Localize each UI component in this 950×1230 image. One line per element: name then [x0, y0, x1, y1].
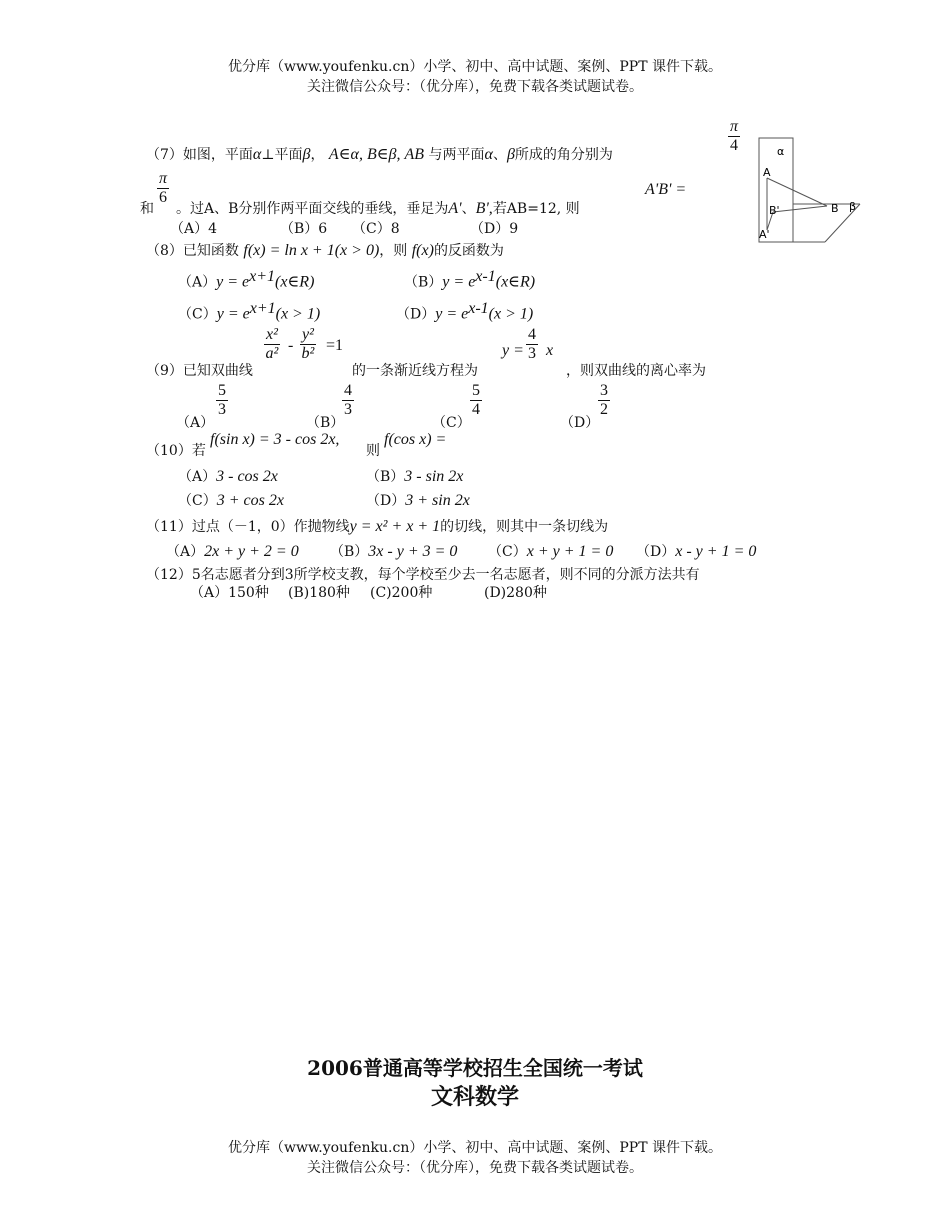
q7-alpha: α [252, 146, 262, 163]
q11-option-c-label: （C） [488, 544, 527, 560]
q12-option-a: （A）150种 [190, 585, 269, 601]
segment-bprime-b [773, 206, 827, 212]
q7-number: （7）如图，平面 [146, 147, 253, 163]
q9-option-a-den: 3 [218, 401, 226, 418]
q9-option-d-label: （D） [560, 415, 600, 431]
q9-frac-x2-a2 [264, 326, 280, 363]
q9-option-c-label: （C） [432, 415, 471, 431]
q10-stem-1: （10）若 [146, 443, 206, 459]
q7-beta-2: β [506, 146, 515, 163]
q9-x: x [546, 342, 554, 359]
footer-line-2: 关注微信公众号：（优分库），免费下载各类试题试卷。 [307, 1160, 643, 1176]
q8-option-d-label: （D） [396, 306, 436, 323]
q11-option-c [488, 541, 613, 561]
q7-text-2: 所成的角分别为 [514, 147, 613, 163]
q7-expression: A'B' = [645, 181, 687, 198]
q10-option-b-label: （B） [366, 469, 405, 485]
q7-fraction-pi-4 [728, 118, 740, 155]
q9-option-a-frac [216, 382, 228, 419]
q11-stem-2: 的切线，则其中一条切线为 [440, 519, 609, 535]
q7-frac1-den: 4 [730, 137, 738, 154]
q7-line-1 [146, 144, 613, 164]
q8-option-a-cond: (x∈R) [275, 273, 315, 291]
fig-label-alpha: α [777, 145, 785, 158]
q7-text-1: 与两平面 [428, 147, 485, 163]
q11-option-c-expr: x + y + 1 = 0 [526, 543, 614, 560]
q9-frac2-num: y² [302, 326, 314, 343]
q7-condition: A∈α, B∈β, AB [328, 146, 425, 163]
q9-frac-y2-b2 [300, 326, 316, 363]
q11-option-b-expr: 3x - y + 3 = 0 [368, 543, 458, 560]
q9-eq: =1 [326, 337, 344, 354]
q9-option-d-den: 2 [600, 401, 608, 418]
q10-option-d-label: （D） [366, 493, 406, 509]
q8-stem-3: 的反函数为 [433, 243, 504, 259]
header-line-1: 优分库（www.youfenku.cn）小学、初中、高中试题、案例、PPT 课件下载。 [227, 59, 722, 75]
q7-line-2 [176, 198, 580, 218]
q9-option-b-frac [342, 382, 354, 419]
q11-parabola: y = x² + x + 1 [349, 518, 441, 535]
q7-fraction-pi-6 [157, 170, 169, 207]
q10-option-d-expr: 3 + sin 2x [405, 492, 470, 509]
q7-option-d: （D）9 [470, 221, 519, 237]
q9-stem-3: ，则双曲线的离心率为 [566, 363, 706, 379]
q11-option-a-label: （A） [166, 544, 205, 560]
q7-sep: 、 [492, 147, 507, 163]
q8-stem-2: ，则 [379, 243, 408, 259]
q12-option-c: (C)200种 [370, 585, 433, 601]
q9-y: y = [502, 342, 524, 359]
q7-frac2-den: 6 [159, 189, 167, 206]
q8-option-d-base: y = e [435, 305, 469, 323]
fig-label-a-prime: A' [759, 228, 770, 241]
q8-option-c-base: y = e [216, 305, 250, 323]
q10-stem-2: 则 [366, 443, 380, 459]
q9-option-d-num: 3 [600, 382, 608, 399]
q8-option-c-cond: (x > 1) [275, 305, 321, 323]
q11-stem [146, 516, 608, 536]
q9-option-d-frac [598, 382, 610, 419]
q8-option-d-cond: (x > 1) [488, 305, 534, 323]
q7-figure [745, 130, 865, 246]
q8-option-a-label: （A） [178, 274, 217, 291]
q9-frac3-den: 3 [528, 345, 536, 362]
q9-frac3-num: 4 [528, 326, 536, 343]
q7-option-a: （A）4 [170, 221, 218, 237]
q8-option-c-label: （C） [178, 306, 217, 323]
q11-option-b-label: （B） [330, 544, 369, 560]
q10-option-b [366, 466, 463, 486]
q10-condition: f(sin x) = 3 - cos 2x, [210, 431, 340, 448]
q8-option-b-base: y = e [442, 273, 476, 291]
q12-stem: （12）5名志愿者分到3所学校支教，每个学校至少去一名志愿者，则不同的分派方法共有 [146, 567, 700, 583]
q9-minus: - [288, 337, 294, 354]
q9-frac1-num: x² [266, 326, 278, 343]
q7-b-prime: B', [475, 200, 493, 217]
q8-option-a-base: y = e [216, 273, 250, 291]
q10-option-c-label: （C） [178, 493, 217, 509]
q9-option-b-den: 3 [344, 401, 352, 418]
q11-option-a-expr: 2x + y + 2 = 0 [204, 543, 299, 560]
q9-option-c-num: 5 [472, 382, 480, 399]
q8-stem-1: （8）已知函数 [146, 243, 239, 259]
q8-option-b-exp: x-1 [475, 268, 496, 285]
fig-label-b: B [831, 202, 839, 215]
q10-option-d [366, 490, 470, 510]
q7-alpha-2: α [484, 146, 493, 163]
q8-option-a-exp: x+1 [249, 268, 276, 285]
q9-frac2-den: b² [301, 345, 315, 362]
q9-stem-1: （9）已知双曲线 [146, 363, 253, 379]
q11-option-b [330, 541, 457, 561]
q8-option-d-exp: x-1 [468, 300, 489, 317]
q10-option-c-expr: 3 + cos 2x [216, 492, 284, 509]
fig-label-a: A [763, 166, 771, 179]
q7-and: 和 [140, 201, 154, 217]
q9-option-c-frac [470, 382, 482, 419]
q8-option-d [396, 300, 533, 324]
q9-frac1-den: a² [265, 345, 279, 362]
q7-option-b: （B）6 [280, 221, 328, 237]
q10-option-a-expr: 3 - cos 2x [216, 468, 278, 485]
q8-option-c-exp: x+1 [249, 300, 276, 317]
q7-sep-2: 、 [461, 201, 476, 217]
q11-option-d-label: （D） [636, 544, 676, 560]
q10-option-c [178, 490, 284, 510]
q8-stem [146, 240, 504, 260]
segment-ab [767, 178, 827, 206]
q8-option-b-label: （B） [404, 274, 443, 291]
q11-option-d [636, 541, 756, 561]
q7-comma: ， [310, 147, 325, 163]
q8-option-b [404, 268, 535, 292]
q10-option-a [178, 466, 278, 486]
q9-option-a-label: （A） [176, 415, 215, 431]
q9-option-c-den: 4 [472, 401, 480, 418]
q12-option-d: (D)280种 [484, 585, 547, 601]
q11-stem-1: （11）过点（－1，0）作抛物线 [146, 519, 350, 535]
q11-option-a [166, 541, 299, 561]
q10-option-a-label: （A） [178, 469, 217, 485]
q10-option-b-expr: 3 - sin 2x [404, 468, 464, 485]
q11-option-d-expr: x - y + 1 = 0 [675, 543, 757, 560]
q10-ask: f(cos x) = [384, 431, 447, 448]
q7-a-prime: A' [448, 200, 462, 217]
exam-subtitle: 文科数学 [430, 1084, 519, 1110]
q8-option-a [178, 268, 314, 292]
q7-frac1-num: π [730, 118, 739, 135]
q9-stem-2: 的一条渐近线方程为 [352, 363, 478, 379]
q8-option-b-cond: (x∈R) [495, 273, 536, 291]
footer-line-1: 优分库（www.youfenku.cn）小学、初中、高中试题、案例、PPT 课件下载。 [227, 1140, 722, 1156]
q7-option-c: （C）8 [352, 221, 400, 237]
q7-text-3: 。过A、B分别作两平面交线的垂线，垂足为 [176, 201, 449, 217]
q9-option-b-num: 4 [344, 382, 352, 399]
header-line-2: 关注微信公众号：（优分库），免费下载各类试题试卷。 [307, 79, 643, 95]
q9-frac-4-3 [526, 326, 538, 363]
q7-perp: ⊥平面 [261, 147, 303, 163]
q8-function-2: f(x) [411, 242, 434, 259]
fig-label-b-prime: B' [769, 204, 780, 217]
q7-beta: β [302, 146, 311, 163]
plane-alpha-outline [759, 138, 793, 242]
q9-option-b-label: （B） [306, 415, 345, 431]
q8-function: f(x) = ln x + 1(x > 0) [243, 242, 380, 259]
q7-text-4: 若AB=12, 则 [492, 201, 580, 217]
q8-option-c [178, 300, 320, 324]
exam-title: 2006普通高等学校招生全国统一考试 [307, 1056, 643, 1080]
q9-option-a-num: 5 [218, 382, 226, 399]
fig-label-beta: β [849, 200, 857, 213]
q7-frac2-num: π [159, 170, 168, 187]
q12-option-b: (B)180种 [288, 585, 350, 601]
